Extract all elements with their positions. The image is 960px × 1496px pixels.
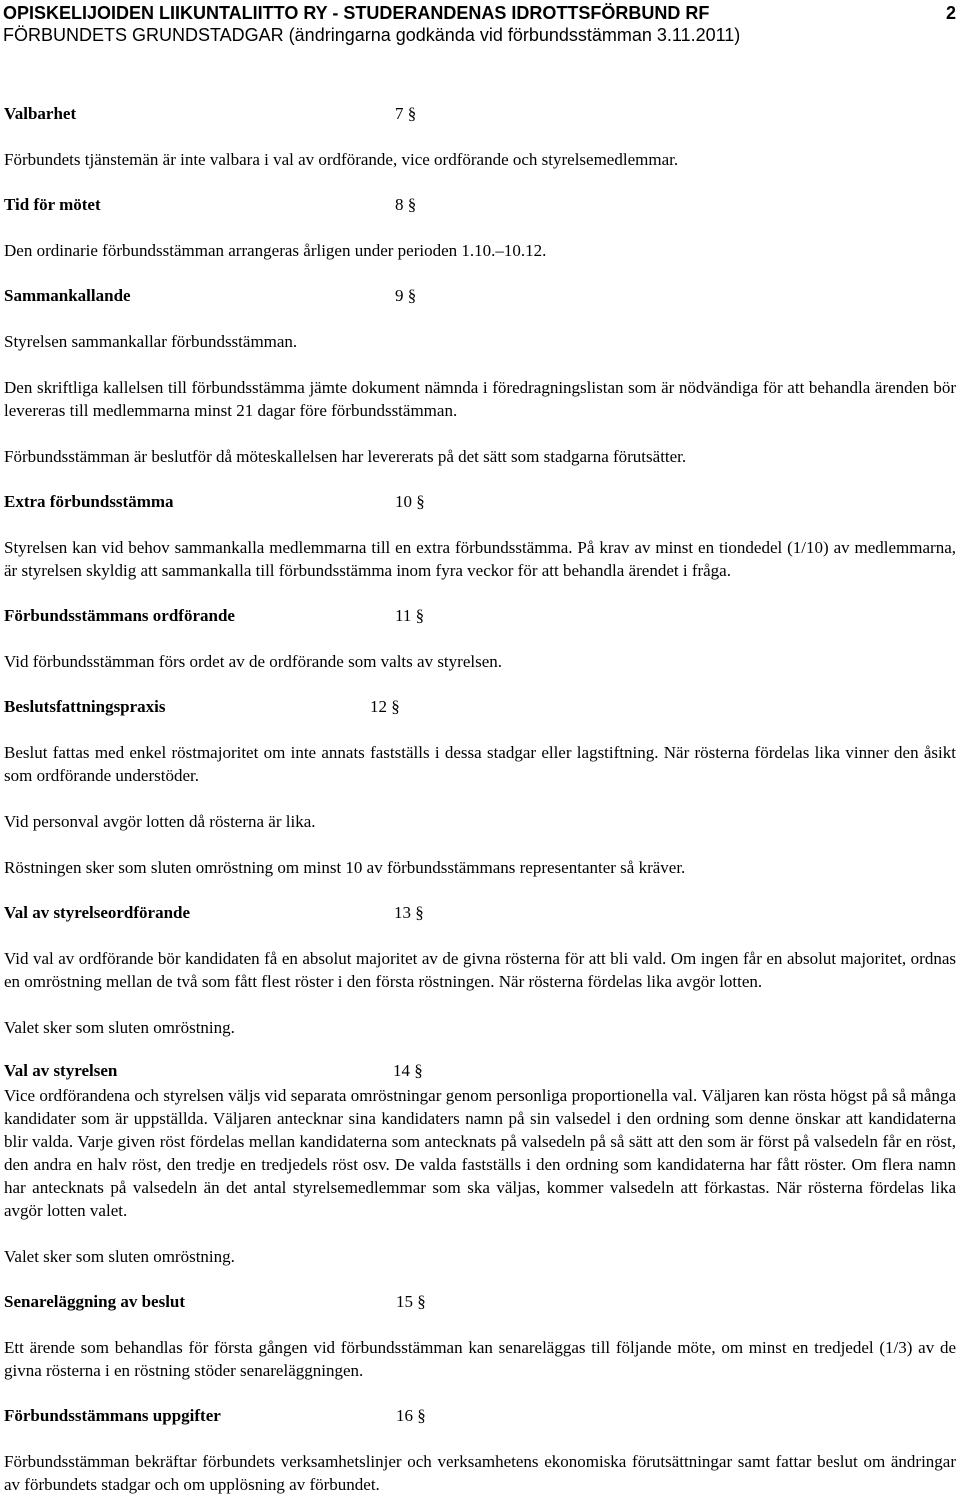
section-paragraph: Vid förbundsstämman förs ordet av de ordförande som valts av styrelsen. xyxy=(4,652,502,671)
section-paragraph: Styrelsen sammankallar förbundsstämman. xyxy=(4,332,298,351)
section-number: 12 § xyxy=(370,697,400,716)
section-heading xyxy=(4,604,956,627)
section-number: 8 § xyxy=(395,195,417,214)
section-heading xyxy=(4,490,956,513)
section-heading xyxy=(4,695,956,718)
section xyxy=(4,901,956,1039)
document-subtitle: FÖRBUNDETS GRUNDSTADGAR (ändringarna godkända vid förbundsstämman 3.11.2011) xyxy=(3,25,741,45)
section-title: Val av styrelsen xyxy=(4,1061,118,1080)
section-title: Sammankallande xyxy=(4,286,131,305)
section xyxy=(4,1290,956,1382)
section-title: Förbundsstämmans uppgifter xyxy=(4,1406,221,1425)
section-heading xyxy=(4,1290,956,1313)
section-paragraph: Förbundsstämman är beslutför då möteskallelsen har levererats på det sätt som stadgarna förutsätter. xyxy=(4,447,687,466)
section-paragraph: Vid val av ordförande bör kandidaten få en absolut majoritet av de givna rösterna för att bli vald. Om ingen får en absolut majoritet, ordnas en omröstning mellan de två som fått flest röster i den första röstningen. När rösterna fördelas lika avgör lotten. xyxy=(4,949,956,991)
section-number: 16 § xyxy=(396,1406,426,1425)
section-title: Val av styrelseordförande xyxy=(4,903,191,922)
section-heading xyxy=(4,102,956,125)
section-paragraph: Styrelsen kan vid behov sammankalla medlemmarna till en extra förbundsstämma. På krav av minst en tiondedel (1/10) av medlemmarna, är styrelsen skyldig att sammankalla till förbundsstämma inom fyra veckor för att behandla ärendet i fråga. xyxy=(4,538,956,580)
page-header xyxy=(3,2,956,46)
page-number: 2 xyxy=(945,3,956,23)
section-paragraph: Förbundets tjänstemän är inte valbara i val av ordförande, vice ordförande och styrelsemedlemmar. xyxy=(4,150,679,169)
section-paragraph: Den ordinarie förbundsstämman arrangeras årligen under perioden 1.10.–10.12. xyxy=(4,241,547,260)
section-heading xyxy=(4,193,956,216)
section-paragraph: Beslut fattas med enkel röstmajoritet om inte annats fastställs i dessa stadgar eller lagstiftning. När rösterna fördelas lika vinner den åsikt som ordförande understöder. xyxy=(4,743,956,785)
section-number: 7 § xyxy=(395,104,417,123)
section-number: 9 § xyxy=(395,286,417,305)
section xyxy=(4,102,956,171)
section-heading xyxy=(4,1404,956,1427)
section xyxy=(4,604,956,673)
section-paragraph: Röstningen sker som sluten omröstning om minst 10 av förbundsstämmans representanter så kräver. xyxy=(4,858,686,877)
document-body xyxy=(4,102,956,1496)
section-heading xyxy=(4,901,956,924)
section xyxy=(4,1404,956,1496)
section-number: 13 § xyxy=(394,903,424,922)
section-number: 15 § xyxy=(396,1292,426,1311)
section-number: 11 § xyxy=(395,606,425,625)
section-title: Tid för mötet xyxy=(4,195,101,214)
section-heading xyxy=(4,1059,956,1082)
section xyxy=(4,490,956,582)
section-title: Extra förbundsstämma xyxy=(4,492,174,511)
section xyxy=(4,284,956,468)
section-paragraph: Den skriftliga kallelsen till förbundsstämma jämte dokument nämnda i föredragningslistan som är nödvändiga för att behandla ärenden bör levereras till medlemmarna minst 21 dagar före förbundsstämman. xyxy=(4,378,956,420)
section-paragraph: Valet sker som sluten omröstning. xyxy=(4,1247,235,1266)
section-number: 14 § xyxy=(393,1061,423,1080)
section-title: Senareläggning av beslut xyxy=(4,1292,186,1311)
section xyxy=(4,1059,956,1268)
section-title: Valbarhet xyxy=(4,104,77,123)
section-paragraph: Vice ordförandena och styrelsen väljs vid separata omröstningar genom personliga proportionella val. Väljaren kan rösta högst på så många kandidater som är uppställda. Väljaren antecknar sina kandidaters namn på sin valsedel i den ordning som denne önskar att kandidaterna blir valda. Varje given röst fördelas mellan kandidaterna som antecknats på valsedeln på så sätt att den som är först på valsedeln får en röst, den andra en halv röst, den tredje en tredjedels röst osv. De valda fastställs i den ordning som kandidaterna har fått röster. Om flera namn har antecknats på valsedeln än det antal styrelsemedlemmar som ska väljas, kommer valsedeln att förkastas. När rösterna fördelas lika avgör lotten valet. xyxy=(4,1086,956,1220)
section-paragraph: Ett ärende som behandlas för första gången vid förbundsstämman kan senareläggas till följande möte, om minst en tredjedel (1/3) av de givna rösterna i en röstning stöder senareläggningen. xyxy=(4,1338,956,1380)
section xyxy=(4,193,956,262)
section-paragraph: Vid personval avgör lotten då rösterna är lika. xyxy=(4,812,316,831)
section-paragraph: Valet sker som sluten omröstning. xyxy=(4,1018,235,1037)
section xyxy=(4,695,956,879)
section-number: 10 § xyxy=(395,492,425,511)
section-title: Beslutsfattningspraxis xyxy=(4,697,166,716)
section-paragraph: Förbundsstämman bekräftar förbundets verksamhetslinjer och verksamhetens ekonomiska förutsättningar samt fattar beslut om ändringar av förbundets stadgar och om upplösning av förbundet. xyxy=(4,1452,956,1494)
organization-name: OPISKELIJOIDEN LIIKUNTALIITTO RY - STUDERANDENAS IDROTTSFÖRBUND RF xyxy=(3,3,710,23)
section-heading xyxy=(4,284,956,307)
section-title: Förbundsstämmans ordförande xyxy=(4,606,235,625)
